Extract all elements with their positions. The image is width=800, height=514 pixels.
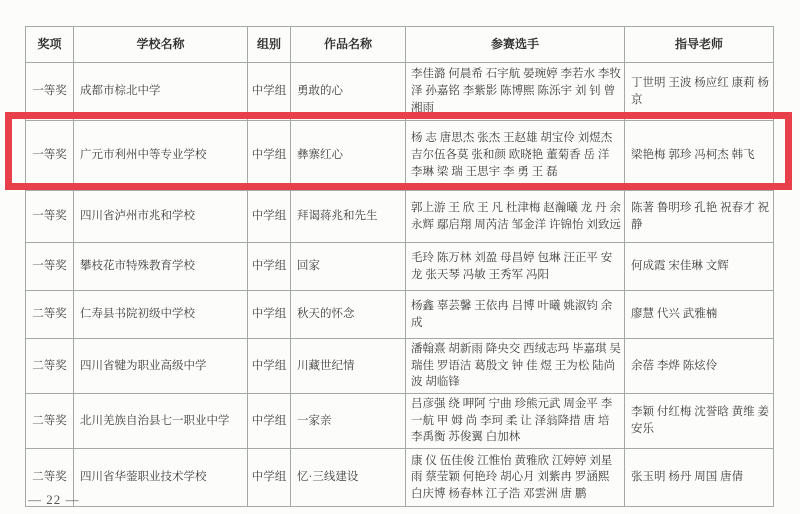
cell-teachers: 陈著 鲁明珍 孔艳 祝春才 祝静 (625, 191, 774, 243)
cell-teachers: 梁艳梅 郭珍 冯柯杰 韩飞 (625, 121, 774, 191)
table-header-row (26, 27, 774, 63)
cell-contestants: 潘翰熹 胡新雨 降央交 西绒志玛 毕嘉琪 吴瑞佳 罗语洁 葛殷文 钟 佳 煜 王为松 陆尚波 胡临锋 (406, 339, 625, 394)
cell-award: 二等奖 (26, 291, 74, 339)
table-row (26, 63, 774, 121)
cell-group: 中学组 (248, 449, 291, 507)
cell-work: 勇敢的心 (291, 63, 406, 121)
cell-school: 四川省犍为职业高级中学 (74, 339, 248, 394)
table-row (26, 449, 774, 507)
cell-award: 二等奖 (26, 449, 74, 507)
cell-school: 北川羌族自治县七一职业中学 (74, 394, 248, 449)
table-row (26, 394, 774, 449)
cell-teachers: 丁世明 王波 杨应红 康莉 杨京 (625, 63, 774, 121)
header-work: 作品名称 (291, 27, 406, 63)
cell-award: 一等奖 (26, 191, 74, 243)
table-row (26, 339, 774, 394)
cell-contestants: 康 仪 伍佳俊 江惟怡 黄雅欣 江婷婷 刘星雨 蔡莹颖 何艳玲 胡心月 刘紫冉 罗涵熙 白庆博 杨春林 江子浩 邓雲洲 唐 鹏 (406, 449, 625, 507)
header-group: 组别 (248, 27, 291, 63)
cell-teachers: 廖慧 代兴 武雅楠 (625, 291, 774, 339)
header-school: 学校名称 (74, 27, 248, 63)
cell-work: 忆·三线建设 (291, 449, 406, 507)
cell-award: 一等奖 (26, 121, 74, 191)
cell-school: 攀枝花市特殊教育学校 (74, 243, 248, 291)
cell-group: 中学组 (248, 63, 291, 121)
table-row-highlighted (26, 121, 774, 191)
page-number: — 22 — (28, 492, 80, 507)
header-contestants: 参赛选手 (406, 27, 625, 63)
cell-work: 拜谒蒋兆和先生 (291, 191, 406, 243)
cell-contestants: 杨 志 唐思杰 张杰 王赵雄 胡宝伶 刘煜杰 吉尔伍各莫 张和颜 欧晓艳 董菊香 岳 洋 李琳 梁 瑞 王思宇 李 勇 王 磊 (406, 121, 625, 191)
cell-school: 成都市棕北中学 (74, 63, 248, 121)
cell-award: 一等奖 (26, 63, 74, 121)
cell-teachers: 何成霞 宋佳琳 文辉 (625, 243, 774, 291)
cell-work: 一家亲 (291, 394, 406, 449)
cell-school: 四川省泸州市兆和学校 (74, 191, 248, 243)
table-row (26, 191, 774, 243)
cell-teachers: 李颖 付红梅 沈誉晗 黄维 姜安乐 (625, 394, 774, 449)
cell-teachers: 张玉明 杨丹 周国 唐倩 (625, 449, 774, 507)
cell-group: 中学组 (248, 191, 291, 243)
header-teachers: 指导老师 (625, 27, 774, 63)
cell-group: 中学组 (248, 291, 291, 339)
cell-contestants: 毛玲 陈万林 刘盈 母昌婷 包琳 汪正平 安龙 张天琴 冯敏 王秀军 冯阳 (406, 243, 625, 291)
table-row (26, 243, 774, 291)
cell-contestants: 郭上游 王 欣 王 凡 杜津梅 赵瀚曦 龙 丹 余永辉 鄢启翔 周芮洁 邹金洋 许锦怡 刘致远 (406, 191, 625, 243)
cell-work: 川藏世纪情 (291, 339, 406, 394)
header-award: 奖项 (26, 27, 74, 63)
cell-school: 仁寿县书院初级中学校 (74, 291, 248, 339)
cell-group: 中学组 (248, 339, 291, 394)
cell-award: 一等奖 (26, 243, 74, 291)
cell-teachers: 余蓓 李烨 陈炫伶 (625, 339, 774, 394)
awards-table (25, 26, 774, 507)
table-row (26, 291, 774, 339)
cell-work: 秋天的怀念 (291, 291, 406, 339)
cell-contestants: 杨鑫 辜芸馨 王依冉 吕博 叶曦 姚淑钧 余成 (406, 291, 625, 339)
cell-contestants: 李佳潞 何晨希 石宇航 晏琬婷 李若水 李牧泽 孙嘉铭 李紫影 陈博熙 陈泺宇 刘 钊 曾湘雨 (406, 63, 625, 121)
cell-school: 广元市利州中等专业学校 (74, 121, 248, 191)
cell-group: 中学组 (248, 394, 291, 449)
cell-award: 二等奖 (26, 394, 74, 449)
cell-school: 四川省华蓥职业技术学校 (74, 449, 248, 507)
cell-group: 中学组 (248, 121, 291, 191)
cell-group: 中学组 (248, 243, 291, 291)
cell-award: 二等奖 (26, 339, 74, 394)
cell-work: 彝寨红心 (291, 121, 406, 191)
cell-contestants: 吕彦强 绕 呷阿 宁曲 珍熊元武 周金平 李一航 甲 姆 尚 李珂 柔 让 泽翁降措 唐 培 李禹衡 苏俊翼 白加林 (406, 394, 625, 449)
cell-work: 回家 (291, 243, 406, 291)
